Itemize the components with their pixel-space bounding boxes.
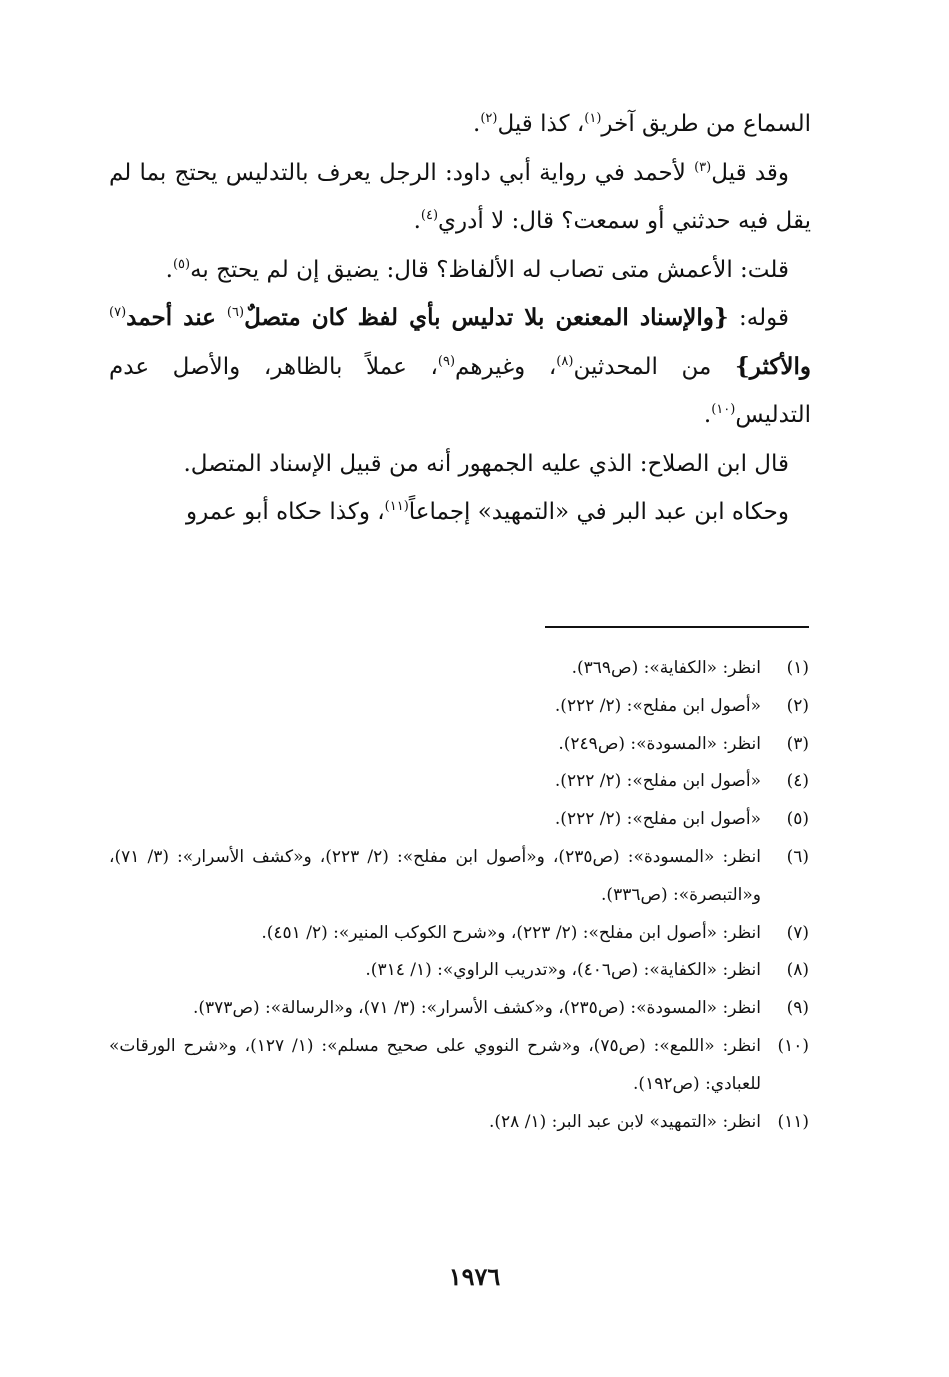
text-run: ، كذا قيل [497, 111, 585, 137]
footnote-text: انظر: «المسودة»: (ص٢٣٥)، و«أصول ابن مفلح»: (٢/ ٢٢٣)، و«كشف الأسرار»: (٣/ ٧١)، و«التبصرة»: (ص٣٣٦). [109, 846, 761, 905]
main-text-block [109, 100, 811, 537]
footnote-11 [109, 1104, 809, 1142]
footnote-ref-3[interactable]: (٣) [694, 159, 712, 175]
text-run: ، عملاً بالظاهر، والأصل عدم التدليس [109, 353, 811, 428]
footnote-text: «أصول ابن مفلح»: (٢/ ٢٢٢). [554, 809, 761, 830]
bold-quote: {والإسناد المعنعن بلا تدليس بأي لفظ كان متصلٌ [244, 304, 729, 331]
footnote-number: (٥) [786, 809, 809, 830]
footnote-divider [545, 626, 809, 628]
paragraph-4 [109, 294, 811, 440]
footnote-number: (٧) [786, 922, 809, 943]
footnote-10 [109, 1028, 809, 1104]
footnote-ref-8[interactable]: (٨) [556, 353, 574, 369]
footnotes-list [109, 650, 809, 1141]
footnote-text: انظر: «التمهيد» لابن عبد البر: (١/ ٢٨). [488, 1111, 761, 1132]
footnote-3 [109, 726, 809, 764]
paragraph-5 [109, 440, 811, 489]
footnote-ref-6[interactable]: (٦) [226, 304, 245, 320]
footnote-text: انظر: «الكفاية»: (ص٤٠٦)، و«تدريب الراوي»: (١/ ٣١٤). [365, 960, 761, 981]
footnote-ref-5[interactable]: (٥) [172, 256, 191, 272]
footnote-8 [109, 952, 809, 990]
text-run: لأحمد في رواية أبي داود: الرجل يعرف بالتدليس يحتج بما لم يقل فيه حدثني أو سمعت؟ قال: لا أدري [109, 159, 811, 234]
text-run: . [703, 402, 712, 428]
text-run: من المحدثين [573, 353, 736, 380]
footnote-ref-11[interactable]: (١١) [384, 498, 409, 514]
footnote-number: (٩) [786, 998, 809, 1019]
text-run: ، وغيرهم [455, 353, 557, 380]
footnote-number: (٤) [786, 771, 809, 792]
footnote-text: انظر: «اللمع»: (ص٧٥)، و«شرح النووي على صحيح مسلم»: (١/ ١٢٧)، و«شرح الورقات» للعبادي: (ص١٩٢). [109, 1035, 762, 1094]
text-run: ، وكذا حكاه أبو عمرو [186, 499, 385, 525]
text-run: قال ابن الصلاح: الذي عليه الجمهور أنه من قبيل الإسناد المتصل. [183, 450, 789, 477]
footnote-ref-9[interactable]: (٩) [437, 353, 456, 369]
footnote-ref-7[interactable]: (٧) [109, 304, 127, 320]
footnote-text: انظر: «المسودة»: (ص٢٤٩). [558, 733, 761, 754]
text-run: . [165, 256, 173, 283]
footnote-number: (١٠) [777, 1035, 809, 1056]
text-run: قوله: [728, 305, 790, 331]
footnote-ref-4[interactable]: (٤) [420, 207, 439, 223]
footnote-7 [109, 915, 809, 953]
footnote-4 [109, 763, 809, 801]
footnote-number: (١١) [777, 1111, 809, 1132]
text-run: قلت: الأعمش متى تصاب له الألفاظ؟ قال: يضيق إن لم يحتج به [190, 256, 789, 283]
footnote-text: «أصول ابن مفلح»: (٢/ ٢٢٢). [554, 771, 761, 792]
footnote-2 [109, 688, 809, 726]
text-run: السماع من طريق آخر [601, 111, 811, 137]
paragraph-3 [109, 246, 811, 295]
bold-quote: عند أحمد [126, 304, 227, 331]
footnote-text: «أصول ابن مفلح»: (٢/ ٢٢٢). [554, 695, 761, 716]
footnote-ref-10[interactable]: (١٠) [711, 401, 736, 417]
paragraph-1 [109, 100, 811, 149]
text-run: . [413, 208, 421, 234]
footnote-text: انظر: «الكفاية»: (ص٣٦٩). [571, 658, 761, 678]
footnote-5 [109, 801, 809, 839]
footnote-text: انظر: «أصول ابن مفلح»: (٢/ ٢٢٣)، و«شرح الكوكب المنير»: (٢/ ٤٥١). [261, 922, 761, 943]
text-run: . [473, 111, 481, 137]
footnote-ref-2[interactable]: (٢) [480, 110, 498, 126]
bold-quote: والأكثر} [735, 352, 812, 380]
paragraph-6 [109, 488, 811, 537]
page-number: ١٩٧٦ [448, 1262, 501, 1291]
footnote-6 [109, 839, 809, 915]
text-run: وقد قيل [711, 159, 789, 186]
footnote-number: (٦) [786, 846, 809, 867]
footnote-number: (١) [786, 658, 809, 678]
footnote-1 [109, 650, 809, 688]
footnote-number: (٣) [786, 733, 809, 754]
footnote-9 [109, 990, 809, 1028]
paragraph-2 [109, 149, 811, 246]
footnote-ref-1[interactable]: (١) [584, 110, 602, 126]
footnote-text: انظر: «المسودة»: (ص٢٣٥)، و«كشف الأسرار»: (٣/ ٧١)، و«الرسالة»: (ص٣٧٣). [193, 998, 761, 1019]
text-run: وحكاه ابن عبد البر في «التمهيد» إجماعاً [408, 499, 789, 525]
footnote-number: (٨) [786, 960, 809, 981]
footnote-number: (٢) [786, 695, 809, 716]
